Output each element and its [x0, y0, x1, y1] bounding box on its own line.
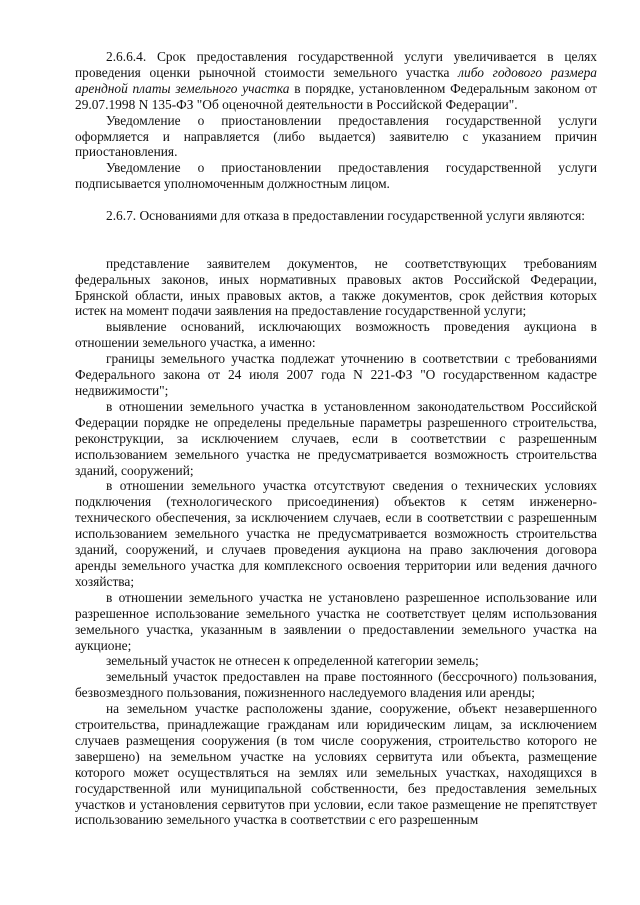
document-page: [75, 49, 597, 828]
paragraph-2-6-6-4-italic: либо годового размера арендной платы земельного участка: [75, 64, 597, 96]
paragraph-notice-signed: Уведомление о приостановлении предоставления государственной услуги подписывается уполномоченным должностным лицом.: [75, 160, 597, 192]
refusal-ground: в отношении земельного участка не установлено разрешенное использование или разрешенное использование земельного участка не соответствует целям использования земельного участка, указанным в заявлении о предоставлении земельного участка на аукционе;: [75, 589, 597, 653]
refusal-ground: границы земельного участка подлежат уточнению в соответствии с требованиями Федерального закона от 24 июля 2007 года N 221-ФЗ "О государственном кадастре недвижимости";: [75, 351, 597, 398]
paragraph-2-6-6-4: [75, 49, 597, 113]
refusal-ground: в отношении земельного участка отсутствуют сведения о технических условиях подключения (технологического присоединения) объектов к сетям инженерно-технического обеспечения, за исключением случаев, если в соответствии с разрешенным использованием земельного участка не предусматривается возможность строительства зданий, сооружений, и случаев проведения аукциона на право заключения договора аренды земельного участка для комплексного освоения территории или ведения дачного хозяйства;: [75, 478, 597, 589]
refusal-ground: на земельном участке расположены здание, сооружение, объект незавершенного строительства, принадлежащие гражданам или юридическим лицам, за исключением случаев размещения сооружения (в том числе сооружения, строительство которого не завершено) на земельном участке на условиях сервитута или объекта, размещение которого может осуществляться на землях или земельных участках, находящихся в государственной или муниципальной собственности, без предоставления земельных участков и установления сервитутов при условии, если такое размещение не препятствует использованию земельного участка в соответствии с его разрешенным: [75, 701, 597, 828]
paragraph-2-6-7: 2.6.7. Основаниями для отказа в предоставлении государственной услуги являются:: [106, 208, 585, 224]
paragraph-notice-issued: Уведомление о приостановлении предоставления государственной услуги оформляется и направляется (либо выдается) заявителю с указанием причин приостановления.: [75, 112, 597, 160]
refusal-ground: представление заявителем документов, не соответствующих требованиям федеральных законов, иных нормативных правовых актов Российской Федерации, Брянской области, иных правовых актов, а также документов, срок действия которых истек на момент подачи заявления на предоставление государственной услуги;: [75, 255, 597, 319]
spacer: [75, 224, 597, 256]
paragraph-2-6-6-4-text-end: в порядке, установленном Федеральным законом от 29.07.1998 N 135-ФЗ "Об оценочной деятельности в Российской Федерации".: [75, 80, 597, 112]
refusal-ground: земельный участок предоставлен на праве постоянного (бессрочного) пользования, безвозмездного пользования, пожизненного наследуемого владения или аренды;: [75, 669, 597, 701]
refusal-ground: выявление оснований, исключающих возможность проведения аукциона в отношении земельного участка, а именно:: [75, 319, 597, 351]
paragraph-2-6-6-4-text: 2.6.6.4. Срок предоставления государственной услуги увеличивается в целях проведения оценки рыночной стоимости земельного участка: [75, 49, 597, 80]
refusal-ground: в отношении земельного участка в установленном законодательством Российской Федерации порядке не определены предельные параметры разрешенного строительства, реконструкции, за исключением случаев, если в соответствии с разрешенным использованием земельного участка не предусматривается возможность строительства зданий, сооружений;: [75, 398, 597, 478]
spacer: [75, 192, 597, 208]
refusal-ground: земельный участок не отнесен к определенной категории земель;: [106, 653, 479, 669]
